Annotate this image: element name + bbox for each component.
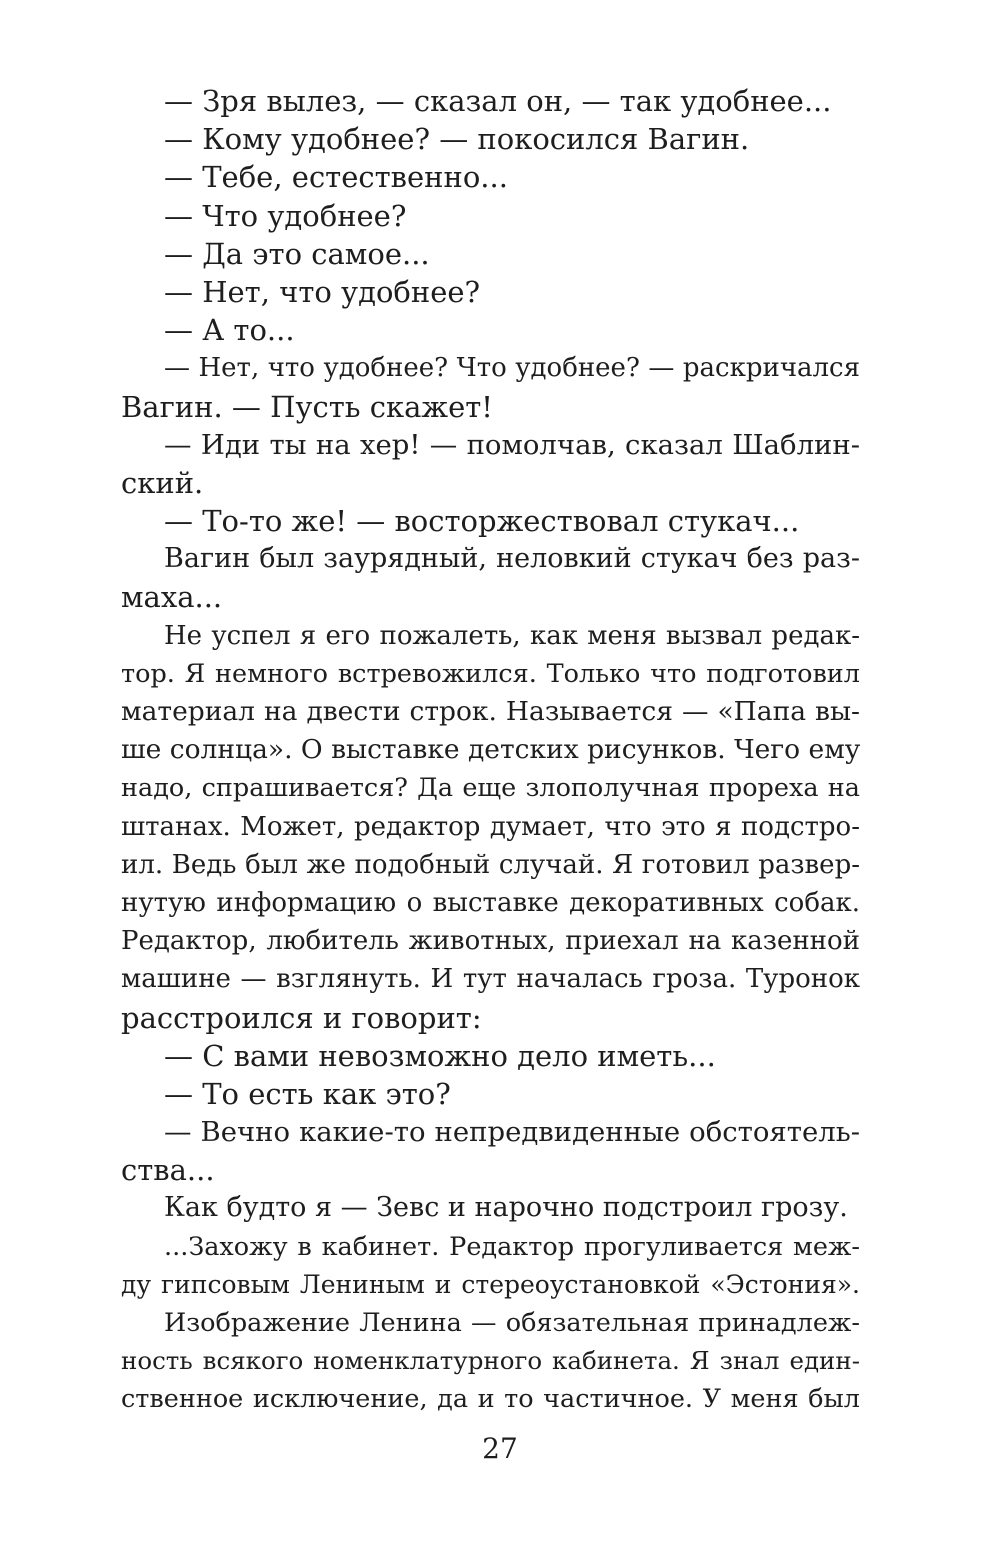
- text-line: — Что удобнее?: [164, 198, 407, 233]
- text-line: — Вечно какие-то непредвиденные обстоятель-: [164, 1116, 860, 1149]
- text-line: Не успел я его пожалеть, как меня вызвал редак-: [164, 620, 860, 651]
- page-number: 27: [482, 1432, 518, 1465]
- text-line: ственное исключение, да и то частичное. У меня был: [121, 1384, 860, 1415]
- text-line: нутую информацию о выставке декоративных собак.: [121, 887, 860, 918]
- text-line: — То-то же! — восторжествовал стукач...: [164, 504, 800, 539]
- text-line: маха...: [121, 580, 223, 615]
- text-line: штанах. Может, редактор думает, что это я подстро-: [121, 811, 860, 842]
- text-line: — Тебе, естественно...: [164, 160, 508, 195]
- text-line: — Да это самое...: [164, 236, 430, 271]
- text-line: ил. Ведь был же подобный случай. Я готовил развер-: [121, 849, 860, 880]
- text-line: — Зря вылез, — сказал он, — так удобнее...: [164, 84, 832, 118]
- text-line: ства...: [121, 1153, 215, 1188]
- text-line: ский.: [121, 465, 204, 500]
- text-line: ду гипсовым Лениным и стереоустановкой «Эстония».: [121, 1269, 860, 1299]
- text-line: Вагин был заурядный, неловкий стукач без раз-: [164, 543, 860, 575]
- text-line: Как будто я — Зевс и нарочно подстроил грозу.: [164, 1192, 848, 1224]
- text-line: Вагин. — Пусть скажет!: [121, 389, 493, 424]
- text-line: Изображение Ленина — обязательная принадлеж-: [164, 1308, 860, 1338]
- text-line: ше солнца». О выставке детских рисунков. Чего ему: [121, 734, 861, 766]
- text-line: — То есть как это?: [164, 1076, 451, 1111]
- body-text: [121, 82, 860, 1419]
- text-line: — Нет, что удобнее? Что удобнее? — раскричался: [164, 353, 860, 384]
- text-line: надо, спрашивается? Да еще злополучная прореха на: [121, 773, 860, 804]
- text-line: — Иди ты на хер! — помолчав, сказал Шаблин-: [164, 428, 860, 461]
- text-line: — С вами невозможно дело иметь...: [164, 1038, 716, 1073]
- text-line: ность всякого номенклатурного кабинета. Я знал един-: [121, 1346, 860, 1376]
- text-line: машине — взглянуть. И тут началась гроза. Туронок: [121, 964, 860, 995]
- text-line: материал на двести строк. Называется — «Папа вы-: [121, 696, 860, 727]
- text-line: — Нет, что удобнее?: [164, 274, 481, 309]
- text-line: тор. Я немного встревожился. Только что подготовил: [121, 658, 860, 689]
- text-line: расстроился и говорит:: [121, 1000, 482, 1035]
- text-line: ...Захожу в кабинет. Редактор прогуливается меж-: [164, 1231, 860, 1262]
- text-line: Редактор, любитель животных, приехал на казенной: [121, 926, 860, 957]
- text-line: — Кому удобнее? — покосился Вагин.: [164, 122, 750, 157]
- text-line: — А то...: [164, 313, 295, 348]
